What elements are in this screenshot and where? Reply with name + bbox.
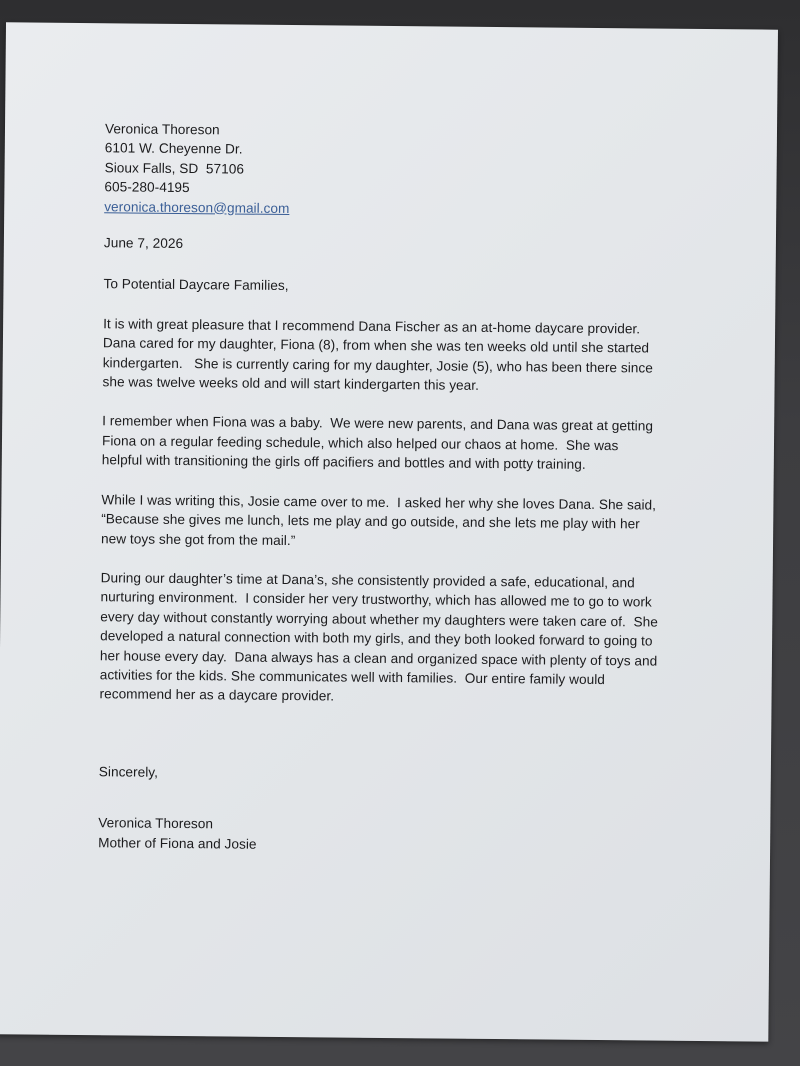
paragraph-line: helpful with transitioning the girls off pacifiers and bottles and with potty training. xyxy=(101,452,586,473)
recommendation-letter xyxy=(98,119,685,858)
paragraph-line: I remember when Fiona was a baby. We were new parents, and Dana was great at getting xyxy=(102,413,654,434)
paragraph-2 xyxy=(102,412,683,476)
sender-email-link[interactable]: veronica.thoreson@gmail.com xyxy=(104,198,290,216)
letter-date: June 7, 2026 xyxy=(103,235,184,252)
paragraph-line: Dana cared for my daughter, Fiona (8), from when she was ten weeks old until she started xyxy=(102,335,650,356)
sender-street: 6101 W. Cheyenne Dr. xyxy=(104,140,243,157)
sender-phone: 605-280-4195 xyxy=(104,179,190,196)
paragraph-line: recommend her as a daycare provider. xyxy=(99,686,335,704)
salutation: To Potential Daycare Families, xyxy=(103,276,289,294)
paragraph-line: kindergarten. She is currently caring for my daughter, Josie (5), who has been there since xyxy=(102,354,653,376)
paragraph-line: “Because she gives me lunch, lets me play and go outside, and she lets me play with her xyxy=(101,511,640,532)
paragraph-1 xyxy=(102,314,683,397)
paragraph-line: It is with great pleasure that I recommend Dana Fischer as an at-home daycare provider. xyxy=(103,316,641,337)
letter-sheet xyxy=(0,22,778,1041)
paragraph-line: While I was writing this, Josie came over to me. I asked her why she loves Dana. She said, xyxy=(101,491,657,513)
paragraph-line: her house every day. Dana always has a clean and organized space with plenty of toys and xyxy=(99,647,658,669)
paragraph-4 xyxy=(99,568,680,709)
paragraph-line: every day without constantly worrying about whether my daughters were taken care of. She xyxy=(100,608,658,630)
sender-name: Veronica Thoreson xyxy=(104,121,220,138)
paragraph-line: new toys she got from the mail.” xyxy=(100,530,296,548)
sender-address-block xyxy=(104,119,685,222)
paragraph-line: Fiona on a regular feeding schedule, which also helped our chaos at home. She was xyxy=(101,433,619,454)
signature-name: Veronica Thoreson xyxy=(98,815,214,832)
paragraph-line: nurturing environment. I consider her very trustworthy, which has allowed me to go to work xyxy=(100,589,652,610)
paragraph-line: During our daughter’s time at Dana’s, she consistently provided a safe, educational, and xyxy=(100,570,635,591)
signature-title: Mother of Fiona and Josie xyxy=(98,834,257,852)
paragraph-3 xyxy=(101,490,682,554)
paragraph-line: she was twelve weeks old and will start kindergarten this year. xyxy=(102,374,480,393)
paragraph-line: developed a natural connection with both my girls, and they both looked forward to going to xyxy=(100,628,653,649)
sender-city-state-zip: Sioux Falls, SD 57106 xyxy=(104,160,245,177)
closing: Sincerely, xyxy=(98,763,159,780)
paragraph-line: activities for the kids. She communicates well with families. Our entire family would xyxy=(99,667,605,688)
